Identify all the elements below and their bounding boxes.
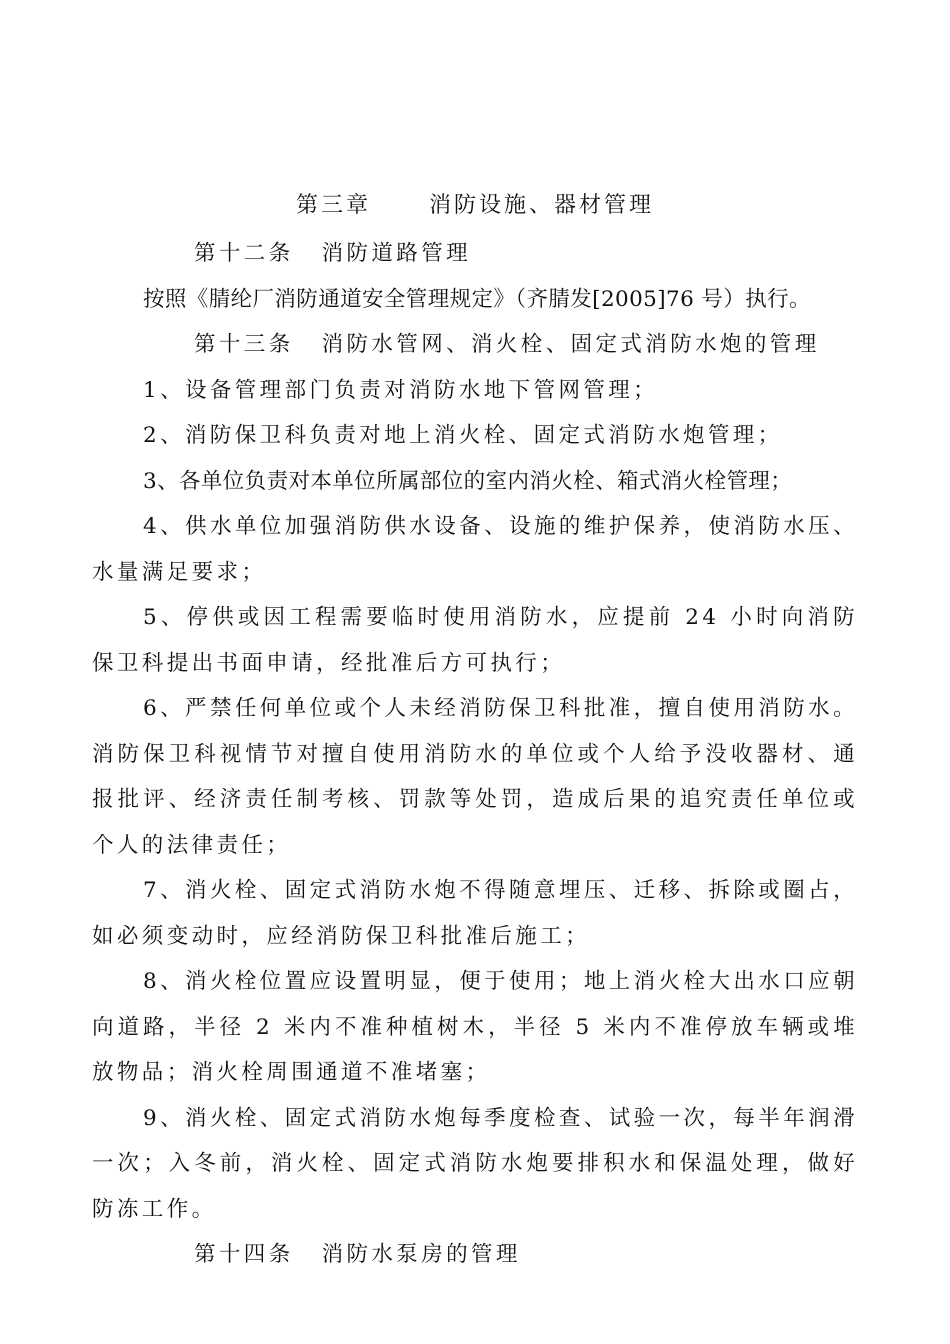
chapter-heading: [0, 188, 950, 219]
article-14-number: 第十四条: [194, 1242, 294, 1267]
article-13-item-1: 1、设备管理部门负责对消防水地下管网管理；: [143, 377, 659, 403]
article-14-heading: [92, 1232, 858, 1278]
article-12-title: 消防道路管理: [321, 241, 472, 266]
article-13-item-8: 8、消火栓位置应设置明显，便于使用；地上消火栓大出水口应朝向道路，半径 2 米内不准种植树木，半径 5 米内不准停放车辆或堆放物品；消火栓周围通道不准堵塞；: [92, 969, 858, 1085]
article-14-title: 消防水泵房的管理: [321, 1242, 521, 1267]
article-13-item-9: 9、消火栓、固定式消防水炮每季度检查、试验一次，每半年润滑一次；入冬前，消火栓、固定式消防水炮要排积水和保温处理，做好防冻工作。: [92, 1105, 858, 1222]
article-13-item-6: 6、严禁任何单位或个人未经消防保卫科批准，擅自使用消防水。消防保卫科视情节对擅自使用消防水的单位或个人给予没收器材、通报批评、经济责任制考核、罚款等处罚，造成后果的追究责任单位或个人的法律责任；: [92, 696, 858, 858]
article-13-number: 第十三条: [194, 332, 294, 357]
article-12-heading: [92, 231, 858, 277]
article-13-title: 消防水管网、消火栓、固定式消防水炮的管理: [321, 332, 820, 357]
article-13-heading: [92, 322, 858, 368]
article-13-item-5: 5、停供或因工程需要临时使用消防水，应提前 24 小时向消防保卫科提出书面申请，经批准后方可执行；: [92, 605, 858, 676]
chapter-number: 第三章: [295, 193, 371, 218]
document-body: [92, 231, 858, 1278]
article-13-item-4: 4、供水单位加强消防供水设备、设施的维护保养，使消防水压、水量满足要求；: [92, 514, 858, 585]
article-12-body: 按照《腈纶厂消防通道安全管理规定》（齐腈发[2005]76 号）执行。: [143, 286, 811, 312]
article-13-item-2: 2、消防保卫科负责对地上消火栓、固定式消防水炮管理；: [143, 423, 783, 448]
article-13-item-7: 7、消火栓、固定式消防水炮不得随意埋压、迁移、拆除或圈占，如必须变动时，应经消防保卫科批准后施工；: [92, 878, 858, 949]
chapter-title: 消防设施、器材管理: [429, 193, 655, 218]
article-12-number: 第十二条: [194, 241, 294, 266]
article-13-item-3: 3、各单位负责对本单位所属部位的室内消火栓、箱式消火栓管理；: [143, 468, 793, 494]
